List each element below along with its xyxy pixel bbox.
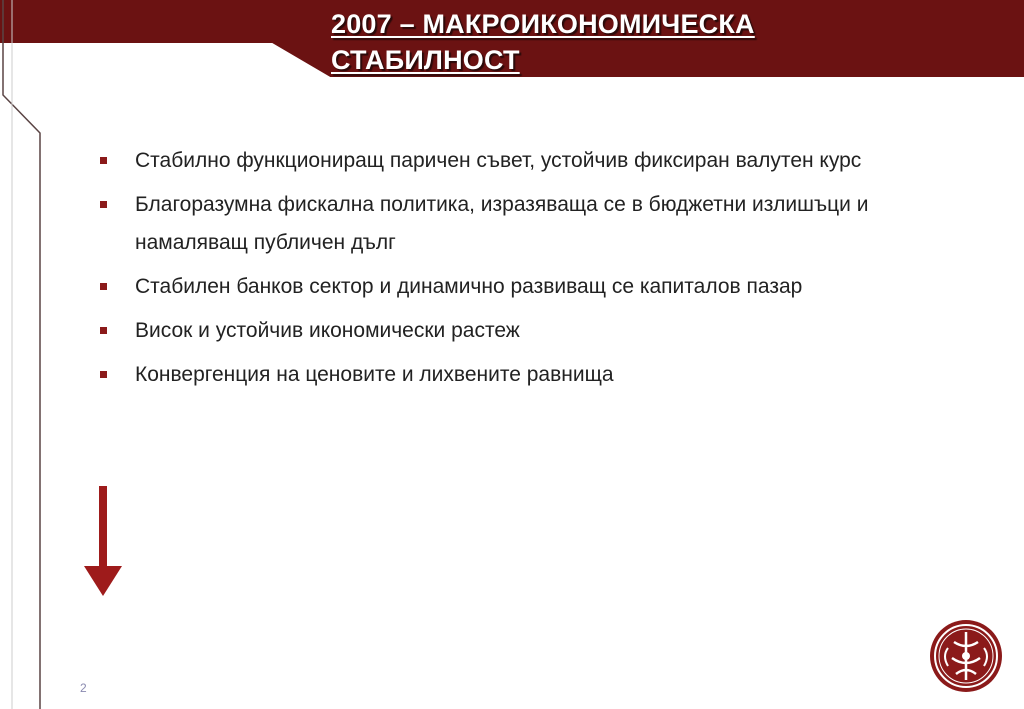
emblem-logo xyxy=(928,618,1004,694)
square-bullet-icon xyxy=(100,327,107,334)
square-bullet-icon xyxy=(100,201,107,208)
bullet-text: Конвергенция на ценовите и лихвените равнища xyxy=(135,363,614,386)
square-bullet-icon xyxy=(100,283,107,290)
bullet-text: Висок и устойчив икономически растеж xyxy=(135,319,520,342)
title-line-2: СТАБИЛНОСТ xyxy=(331,45,520,75)
square-bullet-icon xyxy=(100,157,107,164)
bullet-text: Стабилно функциониращ паричен съвет, устойчив фиксиран валутен курс xyxy=(135,149,862,172)
left-vertical-line-inner xyxy=(3,0,40,709)
bullet-item xyxy=(100,356,940,394)
bullet-item xyxy=(100,186,940,262)
bullet-item xyxy=(100,268,940,306)
bullet-text: Благоразумна фискална политика, изразяваща се в бюджетни излишъци и намаляващ публичен дълг xyxy=(135,193,869,254)
bullet-list xyxy=(100,142,940,400)
title-line-1: 2007 – МАКРОИКОНОМИЧЕСКА xyxy=(331,9,755,39)
slide-title xyxy=(331,6,755,78)
bullet-item xyxy=(100,312,940,350)
bullet-text: Стабилен банков сектор и динамично развиващ се капиталов пазар xyxy=(135,275,803,298)
bullet-item xyxy=(100,142,940,180)
page-number: 2 xyxy=(80,681,87,695)
square-bullet-icon xyxy=(100,371,107,378)
down-arrow-icon xyxy=(84,486,122,596)
